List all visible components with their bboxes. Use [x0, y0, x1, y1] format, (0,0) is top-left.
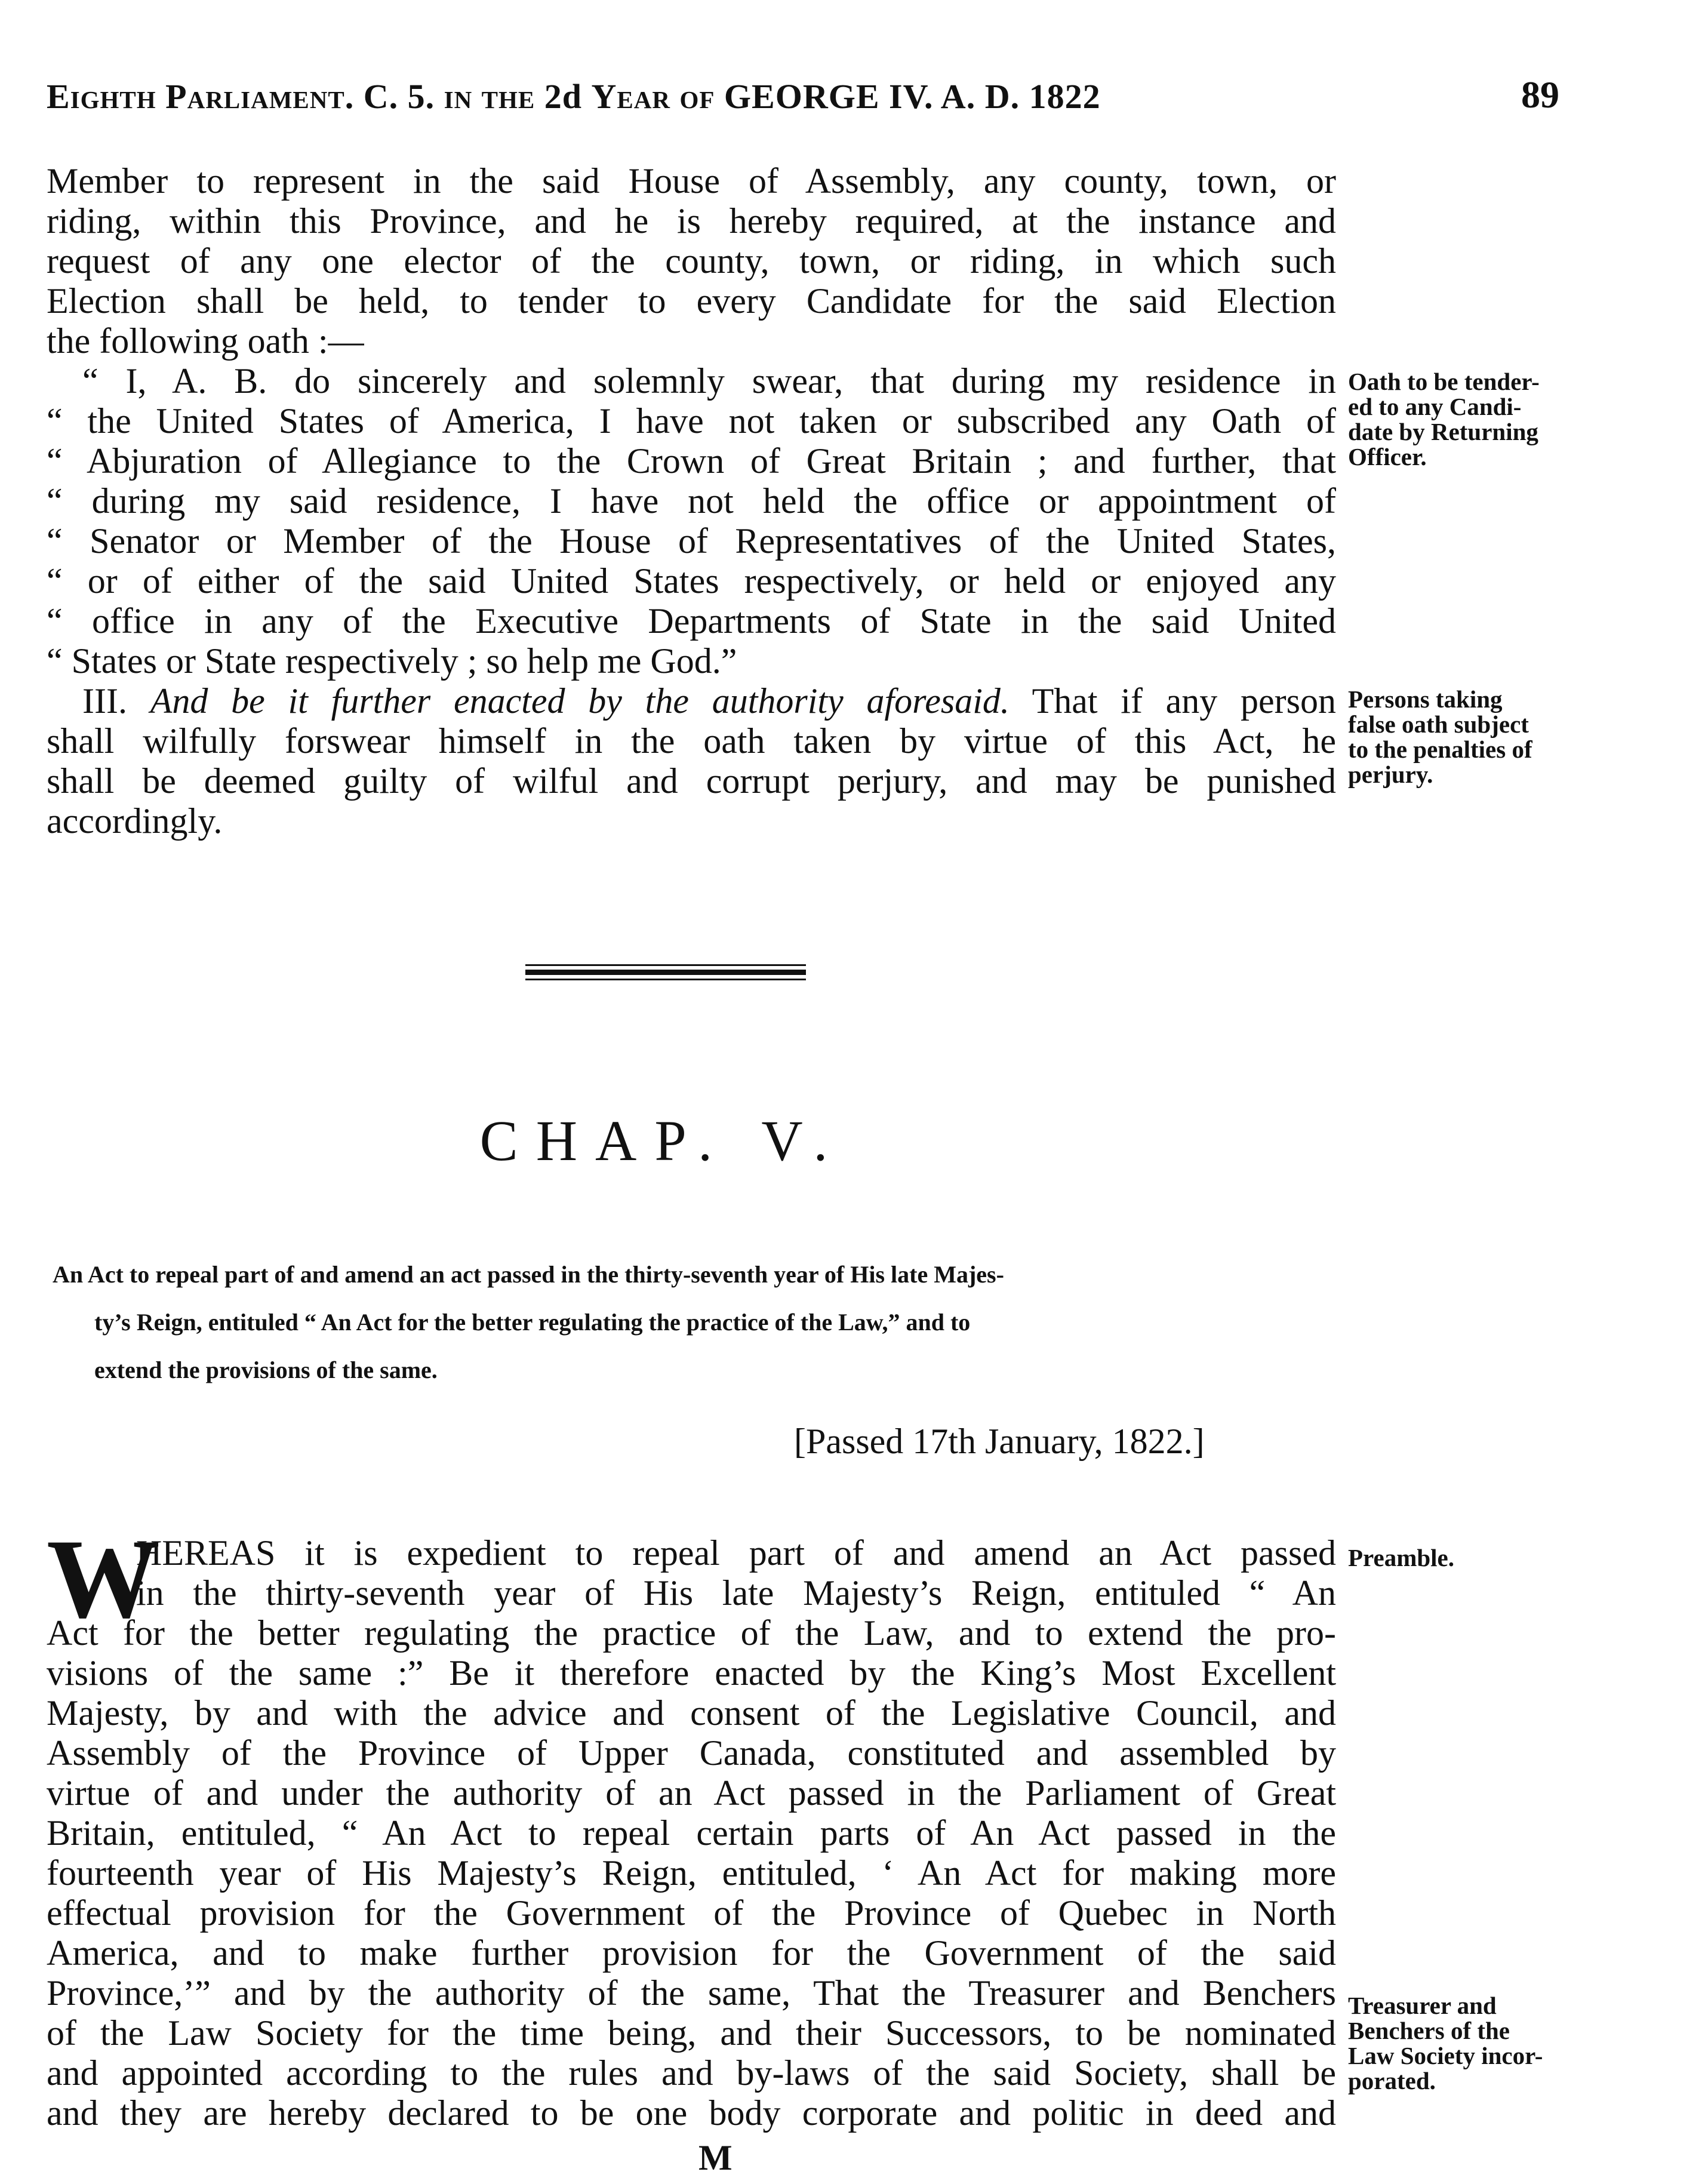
- chapter-title: CHAP. V.: [479, 1109, 846, 1173]
- margin-note-treasurer: Treasurer and Benchers of the Law Society incor- porated.: [1348, 1992, 1543, 2094]
- text-line: riding, within this Province, and he is hereby required, at the instance and: [47, 201, 1336, 241]
- text-line: in the thirty-seventh year of His late Majesty’s Reign, entituled “ An: [136, 1573, 1336, 1613]
- header-year-number: 2d: [544, 77, 583, 116]
- text-line: Member to represent in the said House of Assembly, any county, town, or: [47, 161, 1336, 201]
- text-line: and appointed according to the rules and by-laws of the said Society, shall be: [47, 2053, 1336, 2093]
- preamble-text: [47, 1533, 1336, 2133]
- act-title: An Act to repeal part of and amend an act passed in the thirty-seventh year of His late Majes- ty’s Reign, entituled “ An Act for the better regulating the practice of the Law,” and to extend the provisions of the same.: [53, 1261, 1004, 1383]
- text-line: of the Law Society for the time being, and their Successors, to be nominated: [47, 2013, 1336, 2053]
- section-three: [47, 681, 1336, 841]
- text-line: shall be deemed guilty of wilful and corrupt perjury, and may be punished: [47, 761, 1336, 801]
- text-line: Province,’” and by the authority of the same, That the Treasurer and Benchers: [47, 1973, 1336, 2013]
- oath-line: “ the United States of America, I have not taken or subscribed any Oath of: [47, 401, 1336, 441]
- oath-line: “ I, A. B. do sincerely and solemnly swear, that during my residence in: [82, 361, 1336, 401]
- text-line: Majesty, by and with the advice and consent of the Legislative Council, and: [47, 1693, 1336, 1733]
- text-line: visions of the same :” Be it therefore enacted by the King’s Most Excellent: [47, 1653, 1336, 1693]
- oath-line: “ Abjuration of Allegiance to the Crown of Great Britain ; and further, that: [47, 441, 1336, 481]
- oath-line: “ or of either of the said United States respectively, or held or enjoyed any: [47, 561, 1336, 601]
- section-three-first-line: III. And be it further enacted by the authority aforesaid. That if any person: [82, 681, 1337, 721]
- section-numeral: III.: [82, 681, 127, 721]
- oath-section: [47, 161, 1336, 681]
- text-line: America, and to make further provision for the Government of the said: [47, 1933, 1336, 1973]
- running-header: [47, 76, 1336, 124]
- section-divider: [525, 964, 806, 982]
- margin-note-oath: Oath to be tender- ed to any Candi- date by Returning Officer.: [1348, 368, 1540, 470]
- margin-note-perjury: Persons taking false oath subject to the penalties of perjury.: [1348, 685, 1532, 788]
- text-line: HEREAS it is expedient to repeal part of and amend an Act passed: [136, 1533, 1336, 1573]
- oath-line: “ office in any of the Executive Departments of State in the said United: [47, 601, 1336, 641]
- margin-note-preamble: Preamble.: [1348, 1544, 1454, 1571]
- oath-line: “ during my said residence, I have not held the office or appointment of: [47, 481, 1336, 521]
- text-line: effectual provision for the Government of the Province of Quebec in North: [47, 1893, 1336, 1933]
- text-line: shall wilfully forswear himself in the oath taken by virtue of this Act, he: [47, 721, 1336, 761]
- text-line: fourteenth year of His Majesty’s Reign, entituled, ‘ An Act for making more: [47, 1853, 1336, 1893]
- header-reign: GEORGE IV. A. D. 1822: [724, 77, 1101, 116]
- signature-mark: M: [698, 2138, 733, 2177]
- text-line: Britain, entituled, “ An Act to repeal certain parts of An Act passed in the: [47, 1813, 1336, 1853]
- text-line: request of any one elector of the county, town, or riding, in which such: [47, 241, 1336, 281]
- drop-cap: W: [47, 1517, 160, 1642]
- text-line: accordingly.: [47, 801, 223, 841]
- passed-date: [Passed 17th January, 1822.]: [794, 1422, 1205, 1461]
- oath-line: “ States or State respectively ; so help me God.”: [47, 641, 737, 681]
- page-number: 89: [1521, 73, 1559, 116]
- text-line: Election shall be held, to tender to every Candidate for the said Election: [47, 281, 1336, 321]
- text-line: Assembly of the Province of Upper Canada, constituted and assembled by: [47, 1733, 1336, 1773]
- header-in-the: in the: [444, 77, 535, 116]
- header-year-of: Year of: [591, 77, 715, 116]
- text-line: the following oath :—: [47, 321, 364, 361]
- header-chapter: C. 5.: [363, 77, 435, 116]
- text-line: virtue of and under the authority of an Act passed in the Parliament of Great: [47, 1773, 1336, 1813]
- text-line: and they are hereby declared to be one body corporate and politic in deed and: [47, 2093, 1336, 2133]
- enacting-clause: And be it further enacted by the authority aforesaid.: [150, 681, 1010, 721]
- text-line: Act for the better regulating the practice of the Law, and to extend the pro-: [47, 1613, 1336, 1653]
- header-parliament: Eighth Parliament.: [47, 77, 355, 116]
- oath-line: “ Senator or Member of the House of Representatives of the United States,: [47, 521, 1336, 561]
